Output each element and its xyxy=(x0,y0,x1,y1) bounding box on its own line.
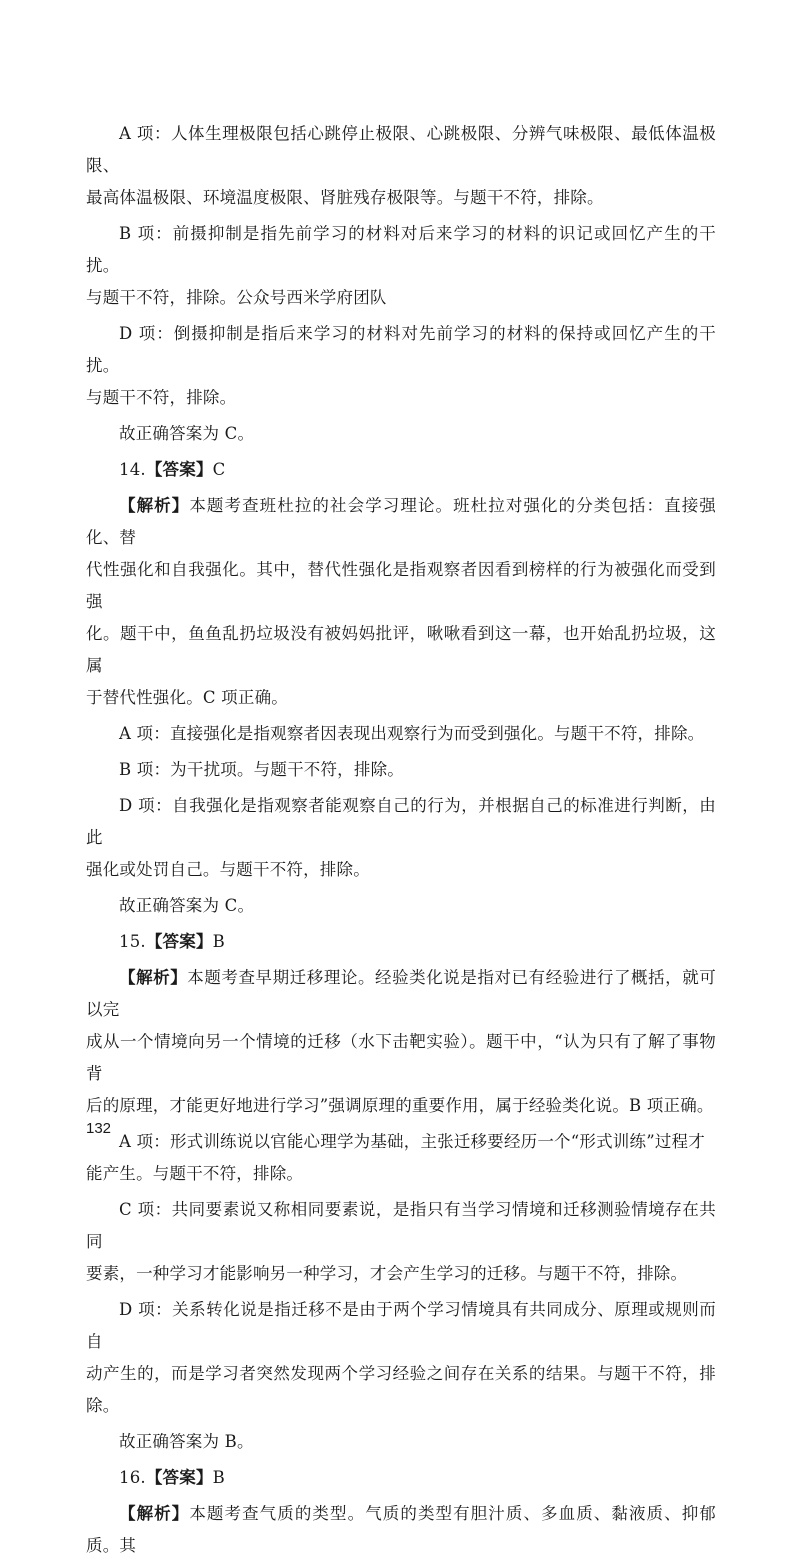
paragraph-option-b-14: B 项：为干扰项。与题干不符，排除。 xyxy=(119,760,404,779)
paragraph-conclusion-13: 故正确答案为 C。 xyxy=(119,424,255,443)
paragraph-option-a-15: A 项：形式训练说以官能心理学为基础，主张迁移要经历一个“形式训练”过程才 能产生。与题干不符，排除。 xyxy=(86,1132,705,1183)
paragraph-option-b-1: B 项：前摄抑制是指先前学习的材料对后来学习的材料的识记或回忆产生的干扰。 与题干不符，排除。公众号西米学府团队 xyxy=(86,224,716,307)
analysis-paragraph-14: 【解析】本题考查班杜拉的社会学习理论。班杜拉对强化的分类包括：直接强化、替 代性强化和自我强化。其中，替代性强化是指观察者因看到榜样的行为被强化而受到强 化。题干中，鱼鱼乱扔垃圾没有被妈妈批评，啾啾看到这一幕，也开始乱扔垃圾，这属 于替代性强化。C 项正确。 xyxy=(86,496,716,707)
page-number: 132 xyxy=(86,1120,112,1137)
paragraph-option-c-15: C 项：共同要素说又称相同要素说，是指只有当学习情境和迁移测验情境存在共同 要素，一种学习才能影响另一种学习，才会产生学习的迁移。与题干不符，排除。 xyxy=(86,1200,716,1283)
answer-heading-16: 16.【答案】B xyxy=(119,1468,225,1487)
analysis-paragraph-15: 【解析】本题考查早期迁移理论。经验类化说是指对已有经验进行了概括，就可以完 成从一个情境向另一个情境的迁移（水下击靶实验）。题干中，“认为只有了解了事物背 后的原理，才能更好地进行学习”强调原理的重要作用，属于经验类化说。B 项正确。 xyxy=(86,968,716,1115)
answer-heading-15: 15.【答案】B xyxy=(119,932,225,951)
paragraph-conclusion-14: 故正确答案为 C。 xyxy=(119,896,255,915)
paragraph-option-d-1: D 项：倒摄抑制是指后来学习的材料对先前学习的材料的保持或回忆产生的干扰。 与题干不符，排除。 xyxy=(86,324,716,407)
analysis-paragraph-16: 【解析】本题考查气质的类型。气质的类型有胆汁质、多血质、黏液质、抑郁质。其 xyxy=(86,1504,716,1555)
paragraph-option-a-14: A 项：直接强化是指观察者因表现出观察行为而受到强化。与题干不符，排除。 xyxy=(119,724,705,743)
paragraph-option-d-14: D 项：自我强化是指观察者能观察自己的行为，并根据自己的标准进行判断，由此 强化或处罚自己。与题干不符，排除。 xyxy=(86,796,716,879)
answer-heading-14: 14.【答案】C xyxy=(119,460,226,479)
paragraph-option-a-1: A 项：人体生理极限包括心跳停止极限、心跳极限、分辨气味极限、最低体温极限、 最高体温极限、环境温度极限、肾脏残存极限等。与题干不符，排除。 xyxy=(86,124,716,207)
document-body xyxy=(86,118,716,1562)
paragraph-option-d-15: D 项：关系转化说是指迁移不是由于两个学习情境具有共同成分、原理或规则而自 动产生的，而是学习者突然发现两个学习经验之间存在关系的结果。与题干不符，排除。 xyxy=(86,1300,716,1415)
paragraph-conclusion-15: 故正确答案为 B。 xyxy=(119,1432,254,1451)
